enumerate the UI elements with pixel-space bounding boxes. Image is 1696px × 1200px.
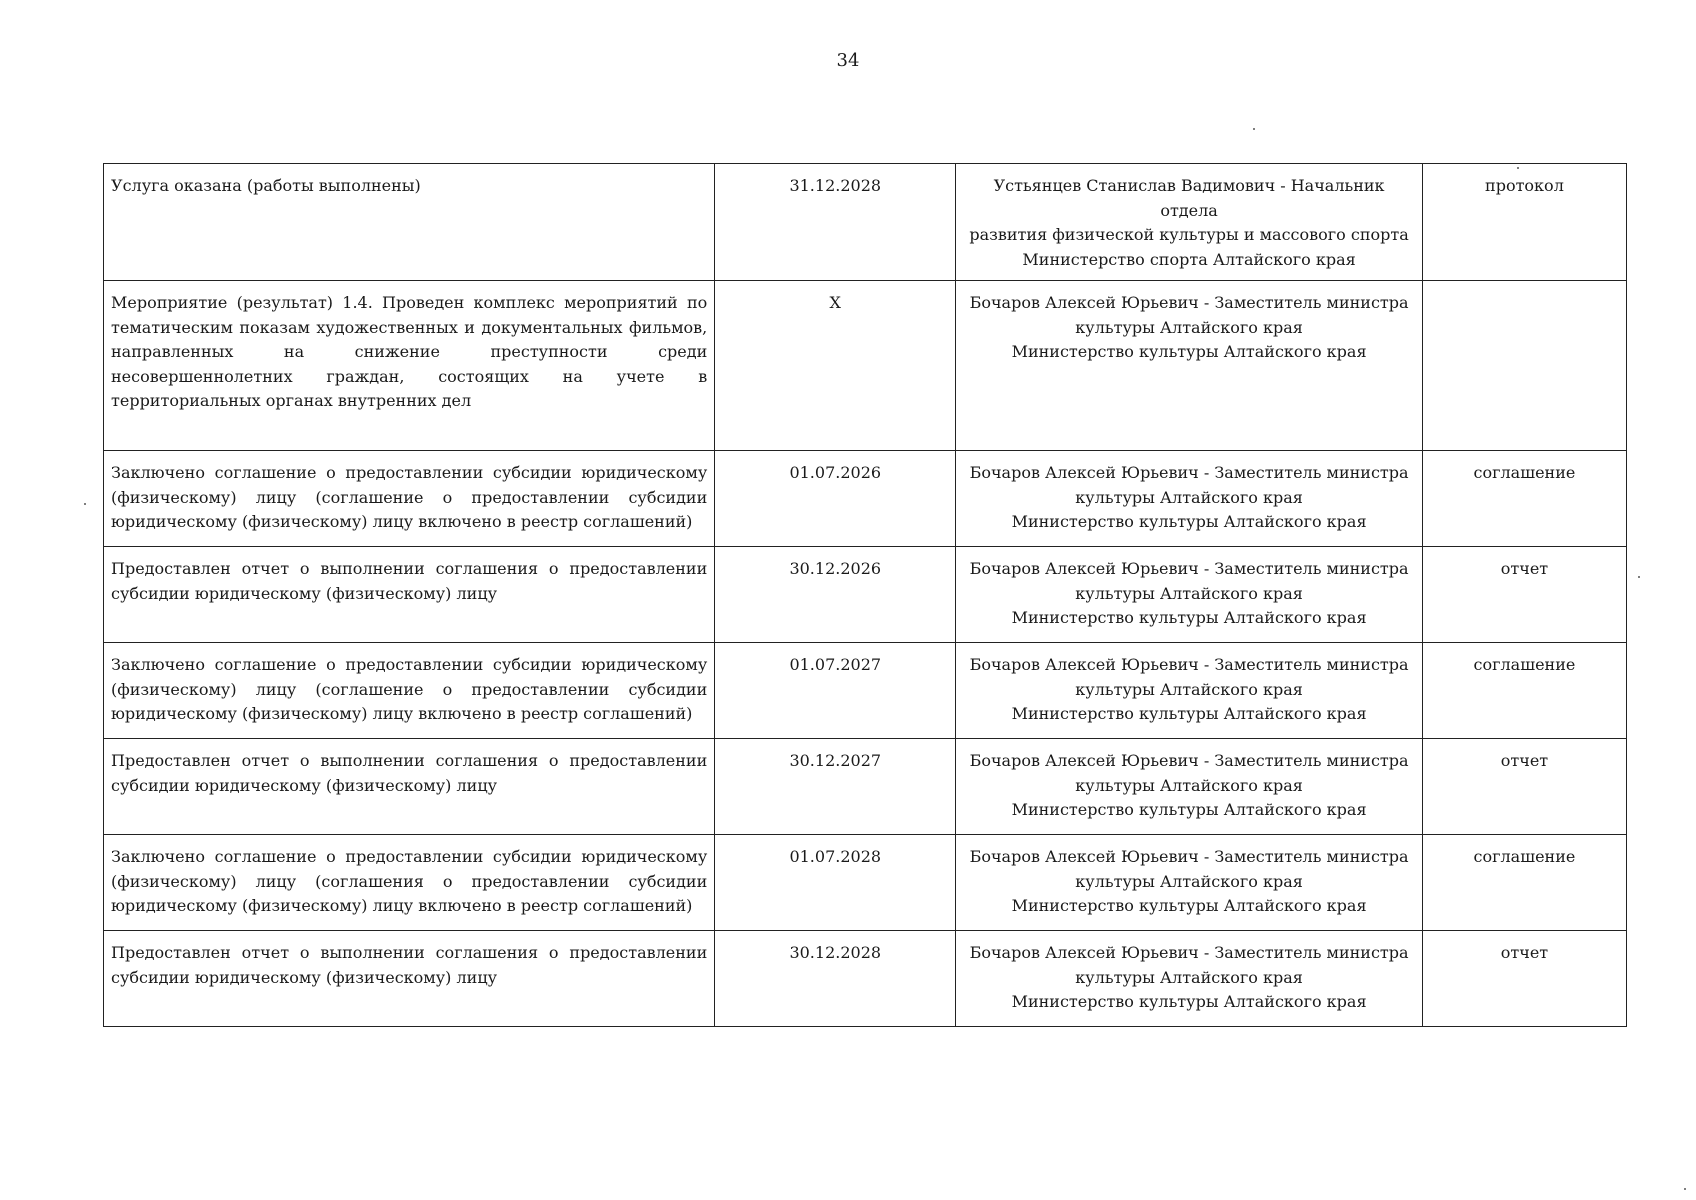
date-cell: 30.12.2028 bbox=[715, 931, 956, 1027]
description-cell: Услуга оказана (работы выполнены) bbox=[104, 164, 715, 281]
document-cell: соглашение bbox=[1422, 835, 1626, 931]
responsible-ministry: Министерство культуры Алтайского края bbox=[1011, 608, 1367, 627]
responsible-position: культуры Алтайского края bbox=[1075, 679, 1303, 699]
date-cell: 01.07.2026 bbox=[715, 451, 956, 547]
table-row bbox=[104, 451, 1627, 547]
table-row bbox=[104, 835, 1627, 931]
responsible-cell bbox=[956, 835, 1423, 931]
description-cell: Предоставлен отчет о выполнении соглашения о предоставлении субсидии юридическому (физическому) лицу bbox=[104, 547, 715, 643]
responsible-name: Бочаров Алексей Юрьевич - Заместитель министра bbox=[969, 463, 1409, 482]
responsible-name: Бочаров Алексей Юрьевич - Заместитель министра bbox=[969, 655, 1409, 674]
date-cell: 01.07.2028 bbox=[715, 835, 956, 931]
responsible-name: Бочаров Алексей Юрьевич - Заместитель министра bbox=[969, 293, 1409, 312]
description-cell: Заключено соглашение о предоставлении субсидии юридическому (физическому) лицу (соглашение о предоставлении субсидии юридическому (физическому) лицу включено в реестр соглашений) bbox=[104, 643, 715, 739]
table-row bbox=[104, 547, 1627, 643]
document-cell bbox=[1422, 281, 1626, 451]
document-cell: соглашение bbox=[1422, 451, 1626, 547]
responsible-position: культуры Алтайского края bbox=[1075, 583, 1303, 603]
responsible-position: культуры Алтайского края bbox=[1075, 487, 1303, 507]
document-cell: протокол bbox=[1422, 164, 1626, 281]
responsible-name: Устьянцев Станислав Вадимович - Начальник отдела bbox=[993, 176, 1385, 220]
date-cell: 01.07.2027 bbox=[715, 643, 956, 739]
date-cell: 30.12.2026 bbox=[715, 547, 956, 643]
table-row bbox=[104, 643, 1627, 739]
responsible-ministry: Министерство культуры Алтайского края bbox=[1011, 896, 1367, 915]
responsible-ministry: Министерство культуры Алтайского края bbox=[1011, 992, 1367, 1011]
responsible-cell bbox=[956, 643, 1423, 739]
responsible-cell bbox=[956, 164, 1423, 281]
document-cell: отчет bbox=[1422, 739, 1626, 835]
description-cell: Заключено соглашение о предоставлении субсидии юридическому (физическому) лицу (соглашение о предоставлении субсидии юридическому (физическому) лицу включено в реестр соглашений) bbox=[104, 451, 715, 547]
responsible-cell bbox=[956, 451, 1423, 547]
responsible-cell bbox=[956, 281, 1423, 451]
document-cell: отчет bbox=[1422, 931, 1626, 1027]
responsible-ministry: Министерство культуры Алтайского края bbox=[1011, 704, 1367, 723]
table-row bbox=[104, 164, 1627, 281]
results-table bbox=[103, 163, 1627, 1027]
description-cell: Мероприятие (результат) 1.4. Проведен комплекс мероприятий по тематическим показам художественных и документальных фильмов, направленных на снижение преступности среди несовершеннолетних граждан, состоящих на учете в территориальных органах внутренних дел bbox=[104, 281, 715, 451]
responsible-ministry: Министерство спорта Алтайского края bbox=[1022, 249, 1356, 269]
responsible-name: Бочаров Алексей Юрьевич - Заместитель министра bbox=[969, 751, 1409, 770]
responsible-ministry: Министерство культуры Алтайского края bbox=[1011, 800, 1367, 819]
date-cell: 30.12.2027 bbox=[715, 739, 956, 835]
responsible-name: Бочаров Алексей Юрьевич - Заместитель министра bbox=[969, 847, 1409, 866]
scan-speck bbox=[1638, 576, 1640, 578]
description-cell: Предоставлен отчет о выполнении соглашения о предоставлении субсидии юридическому (физическому) лицу bbox=[104, 931, 715, 1027]
description-cell: Заключено соглашение о предоставлении субсидии юридическому (физическому) лицу (соглашения о предоставлении субсидии юридическому (физическому) лицу включено в реестр соглашений) bbox=[104, 835, 715, 931]
date-cell: 31.12.2028 bbox=[715, 164, 956, 281]
date-cell: X bbox=[715, 281, 956, 451]
scan-speck bbox=[1253, 128, 1255, 130]
responsible-name: Бочаров Алексей Юрьевич - Заместитель министра bbox=[969, 943, 1409, 962]
responsible-ministry: Министерство культуры Алтайского края bbox=[1011, 512, 1367, 531]
responsible-cell bbox=[956, 739, 1423, 835]
responsible-position: развития физической культуры и массового спорта bbox=[969, 225, 1409, 244]
responsible-position: культуры Алтайского края bbox=[1075, 967, 1303, 987]
table-row bbox=[104, 931, 1627, 1027]
responsible-position: культуры Алтайского края bbox=[1075, 317, 1303, 337]
responsible-position: культуры Алтайского края bbox=[1075, 775, 1303, 795]
responsible-ministry: Министерство культуры Алтайского края bbox=[1011, 342, 1367, 361]
responsible-cell bbox=[956, 931, 1423, 1027]
responsible-cell bbox=[956, 547, 1423, 643]
description-cell: Предоставлен отчет о выполнении соглашения о предоставлении субсидии юридическому (физическому) лицу bbox=[104, 739, 715, 835]
scan-speck bbox=[84, 503, 86, 505]
responsible-name: Бочаров Алексей Юрьевич - Заместитель министра bbox=[969, 559, 1409, 578]
document-cell: соглашение bbox=[1422, 643, 1626, 739]
document-cell: отчет bbox=[1422, 547, 1626, 643]
table-row bbox=[104, 739, 1627, 835]
responsible-position: культуры Алтайского края bbox=[1075, 871, 1303, 891]
page-number: 34 bbox=[836, 50, 860, 71]
scan-speck bbox=[1684, 1188, 1686, 1190]
table-row bbox=[104, 281, 1627, 451]
